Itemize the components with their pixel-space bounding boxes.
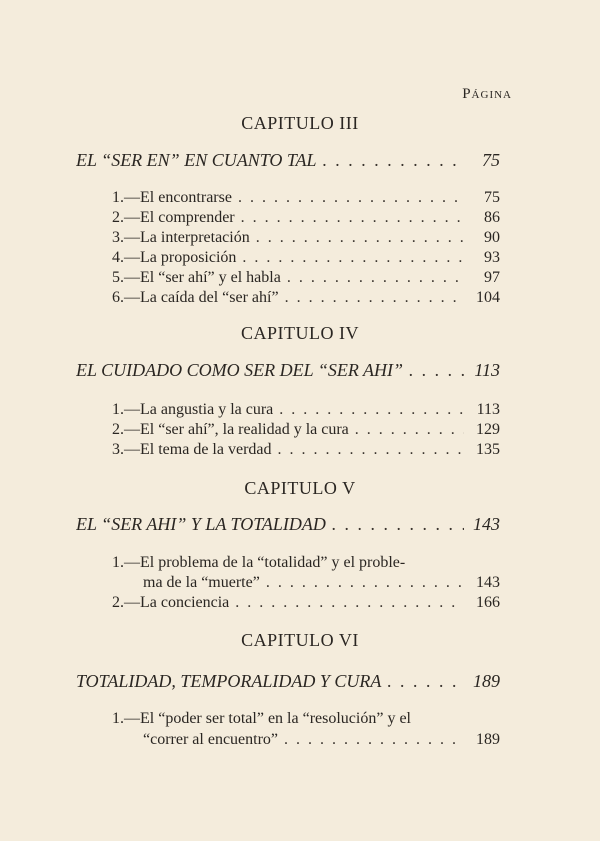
leader-dots [284,731,464,749]
chapter-heading: CAPITULO VI [241,630,359,650]
leader-dots [332,514,464,535]
page-number: 113 [474,360,500,380]
page-number: 90 [484,229,500,246]
leader-dots [279,401,464,419]
toc-item[interactable] [112,289,500,307]
toc-item-first-line: 1.—El problema de la “totalidad” y el proble- [112,554,406,571]
page-number: 93 [484,249,500,266]
item-label: 2.—El “ser ahí”, la realidad y la cura [112,421,349,438]
toc-item[interactable] [112,421,500,439]
page-number: 135 [476,441,500,458]
section-entry[interactable] [76,360,500,381]
page-number: 97 [484,269,500,286]
page-column-label: Página [462,86,512,102]
page-number: 104 [476,289,500,306]
toc-item[interactable] [112,189,500,207]
toc-item[interactable] [143,574,500,592]
leader-dots [235,594,464,612]
leader-dots [387,671,464,692]
item-label: 3.—La interpretación [112,229,250,246]
leader-dots [238,189,464,207]
page-number: 75 [482,150,500,170]
page-number: 143 [473,514,500,534]
page-number: 86 [484,209,500,226]
toc-item[interactable] [112,594,500,612]
toc-item[interactable] [112,401,500,419]
page-number: 143 [476,574,500,591]
section-entry[interactable] [76,671,500,692]
item-label: 1.—La angustia y la cura [112,401,274,418]
item-label: “correr al encuentro” [143,731,279,748]
chapter-heading: CAPITULO III [241,113,359,133]
chapter-heading: CAPITULO V [244,478,356,498]
item-label: 3.—El tema de la verdad [112,441,272,458]
section-entry[interactable] [76,514,500,535]
leader-dots [287,269,464,287]
item-label: 2.—La conciencia [112,594,230,611]
leader-dots [241,209,464,227]
item-label: 5.—El “ser ahí” y el habla [112,269,281,286]
page-number: 189 [473,671,500,691]
toc-item-first-line: 1.—El “poder ser total” en la “resolución” y el [112,710,411,727]
item-label: 4.—La proposición [112,249,237,266]
item-label: 1.—El encontrarse [112,189,232,206]
section-title: TOTALIDAD, TEMPORALIDAD Y CURA [76,671,382,691]
item-label: 2.—El comprender [112,209,235,226]
page-number: 189 [476,731,500,748]
toc-item[interactable] [112,441,500,459]
toc-item[interactable] [143,731,500,749]
section-title: EL CUIDADO COMO SER DEL “SER AHI” [76,360,404,380]
leader-dots [242,249,464,267]
leader-dots [323,150,464,171]
leader-dots [355,421,464,439]
leader-dots [409,360,464,381]
leader-dots [285,289,464,307]
toc-item[interactable] [112,209,500,227]
item-label: ma de la “muerte” [143,574,260,591]
page-number: 166 [476,594,500,611]
item-label: 6.—La caída del “ser ahí” [112,289,279,306]
section-entry[interactable] [76,150,500,171]
leader-dots [256,229,464,247]
toc-item[interactable] [112,269,500,287]
page-number: 129 [476,421,500,438]
toc-item[interactable] [112,249,500,267]
toc-item[interactable] [112,229,500,247]
leader-dots [266,574,464,592]
section-title: EL “SER AHI” Y LA TOTALIDAD [76,514,326,534]
page-number: 113 [476,401,500,418]
section-title: EL “SER EN” EN CUANTO TAL [76,150,317,170]
leader-dots [278,441,465,459]
chapter-heading: CAPITULO IV [241,323,359,343]
page-number: 75 [484,189,500,206]
